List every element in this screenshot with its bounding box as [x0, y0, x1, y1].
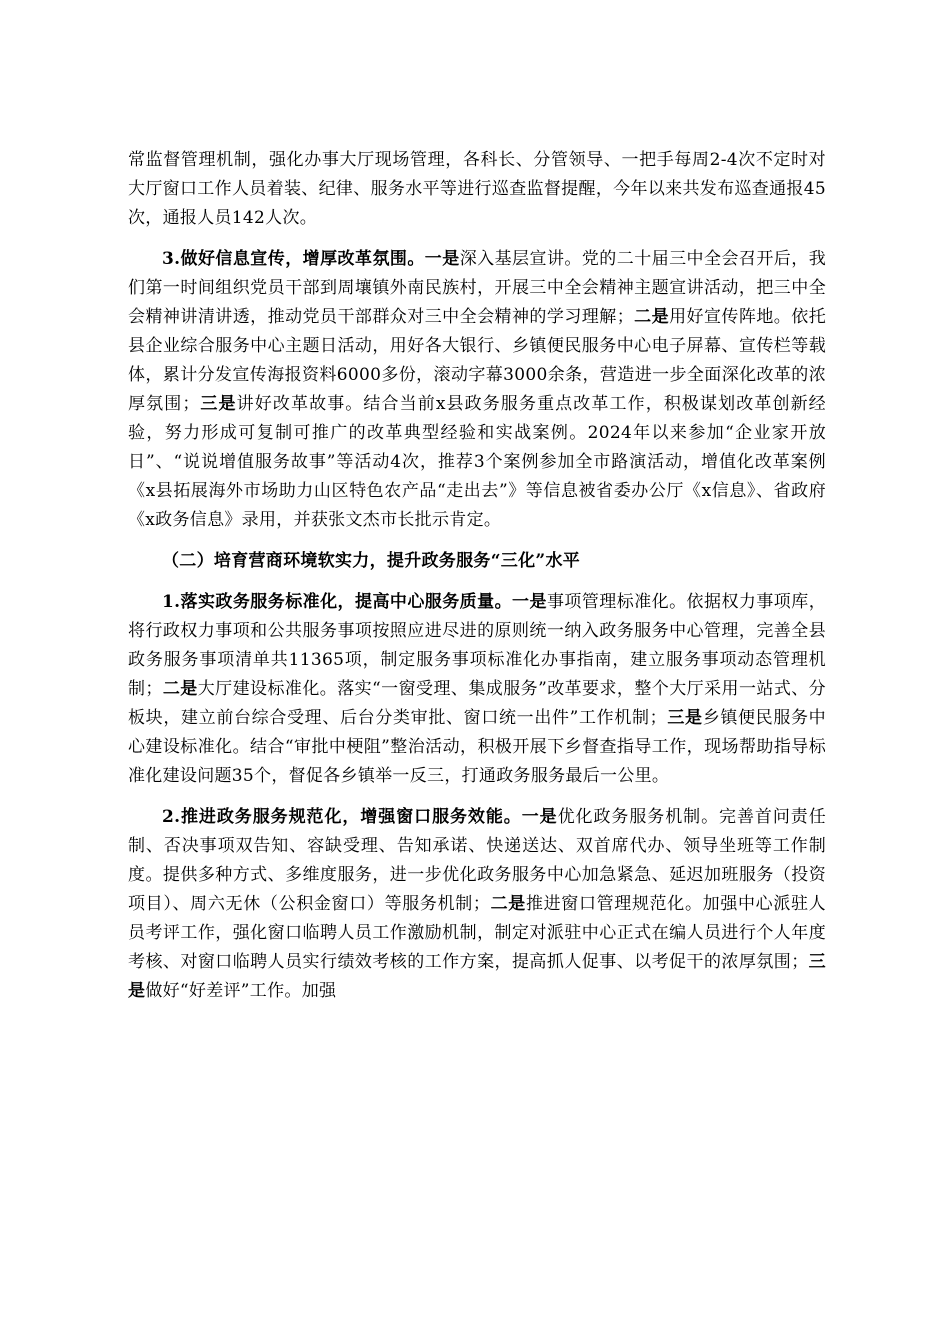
point-text-2: 推进窗口管理规范化。加强中心派驻人员考评工作，强化窗口临聘人员工作激励机制，制定对派驻中心正式在编人员进行个人年度考核、对窗口临聘人员实行绩效考核的工作方案，提高抓人促事、以考促干的浓厚氛围； [128, 894, 826, 972]
point-marker-3: 三是 [199, 394, 237, 414]
paragraph-title: 1.落实政务服务标准化，提高中心服务质量。 [162, 592, 513, 612]
point-marker-3: 三是 [128, 952, 826, 1001]
point-marker-2: 二是 [162, 679, 198, 699]
point-marker-1: 一是 [512, 592, 547, 612]
paragraph-title: 3.做好信息宣传，增厚改革氛围。 [162, 249, 425, 269]
point-marker-3: 三是 [666, 708, 703, 728]
paragraph-text: 常监督管理机制，强化办事大厅现场管理，各科长、分管领导、一把手每周2-4次不定时对大厅窗口工作人员着装、纪律、服务水平等进行巡查监督提醒，今年以来共发布巡查通报45次，通报人员142人次。 [128, 150, 826, 228]
point-text-3: 讲好改革故事。结合当前x县政务服务重点改革工作，积极谋划改革创新经验，努力形成可复制可推广的改革典型经验和实战案例。2024年以来参加“企业家开放日”、“说说增值服务故事”等活动4次，推荐3个案例参加全市路演活动，增值化改革案例《x县拓展海外市场助力山区特色农产品“走出去”》等信息被省委办公厅《x信息》、省政府《x政务信息》录用，并获张文杰市长批示肯定。 [128, 394, 826, 530]
point-text-3: 乡镇便民服务中心建设标准化。结合“审批中梗阻”整治活动，积极开展下乡督查指导工作，现场帮助指导标准化建设问题35个，督促各乡镇举一反三，打通政务服务最后一公里。 [128, 708, 826, 786]
point-text-1: 深入基层宣讲。党的二十届三中全会召开后，我们第一时间组织党员干部到周壤镇外南民族村，开展三中全会精神主题宣讲活动，把三中全会精神讲清讲透，推动党员干部群众对三中全会精神的学习理解； [128, 249, 826, 327]
paragraph-standardization [128, 588, 826, 791]
document-page [128, 146, 826, 1006]
point-text-2: 大厅建设标准化。落实“一窗受理、集成服务”改革要求，整个大厅采用一站式、分板块，建立前台综合受理、后台分类审批、窗口统一出件”工作机制； [128, 679, 826, 728]
point-marker-1: 一是 [521, 807, 558, 827]
point-text-3: 做好“好差评”工作。加强 [145, 981, 337, 1001]
point-text-1: 优化政务服务机制。完善首问责任制、否决事项双告知、容缺受理、告知承诺、快递送达、双首席代办、领导坐班等工作制度。提供多种方式、多维度服务，进一步优化政务服务中心加急紧急、延迟加班服务（投资项目）、周六无休（公积金窗口）等服务机制； [128, 807, 827, 914]
section-heading [128, 547, 826, 576]
point-text-1: 事项管理标准化。依据权力事项库，将行政权力事项和公共服务事项按照应进尽进的原则统一纳入政务服务中心管理，完善全县政务服务事项清单共11365项，制定服务事项标准化办事指南，建立服务事项动态管理机制； [128, 592, 826, 699]
paragraph-title: 2.推进政务服务规范化，增强窗口服务效能。 [162, 807, 522, 827]
point-marker-2: 二是 [490, 894, 526, 914]
section-heading-text: （二）培育营商环境软实力，提升政务服务“三化”水平 [162, 551, 581, 571]
paragraph-info-publicity [128, 245, 826, 535]
point-text-2: 用好宣传阵地。依托县企业综合服务中心主题日活动，用好各大银行、乡镇便民服务中心电子屏幕、宣传栏等载体，累计分发宣传海报资料6000多份，滚动字幕3000余条，营造进一步全面深化改革的浓厚氛围； [128, 307, 826, 414]
paragraph-normalization [128, 803, 826, 1006]
paragraph-supervision [128, 146, 826, 233]
point-marker-1: 一是 [424, 249, 460, 269]
point-marker-2: 二是 [634, 307, 670, 327]
